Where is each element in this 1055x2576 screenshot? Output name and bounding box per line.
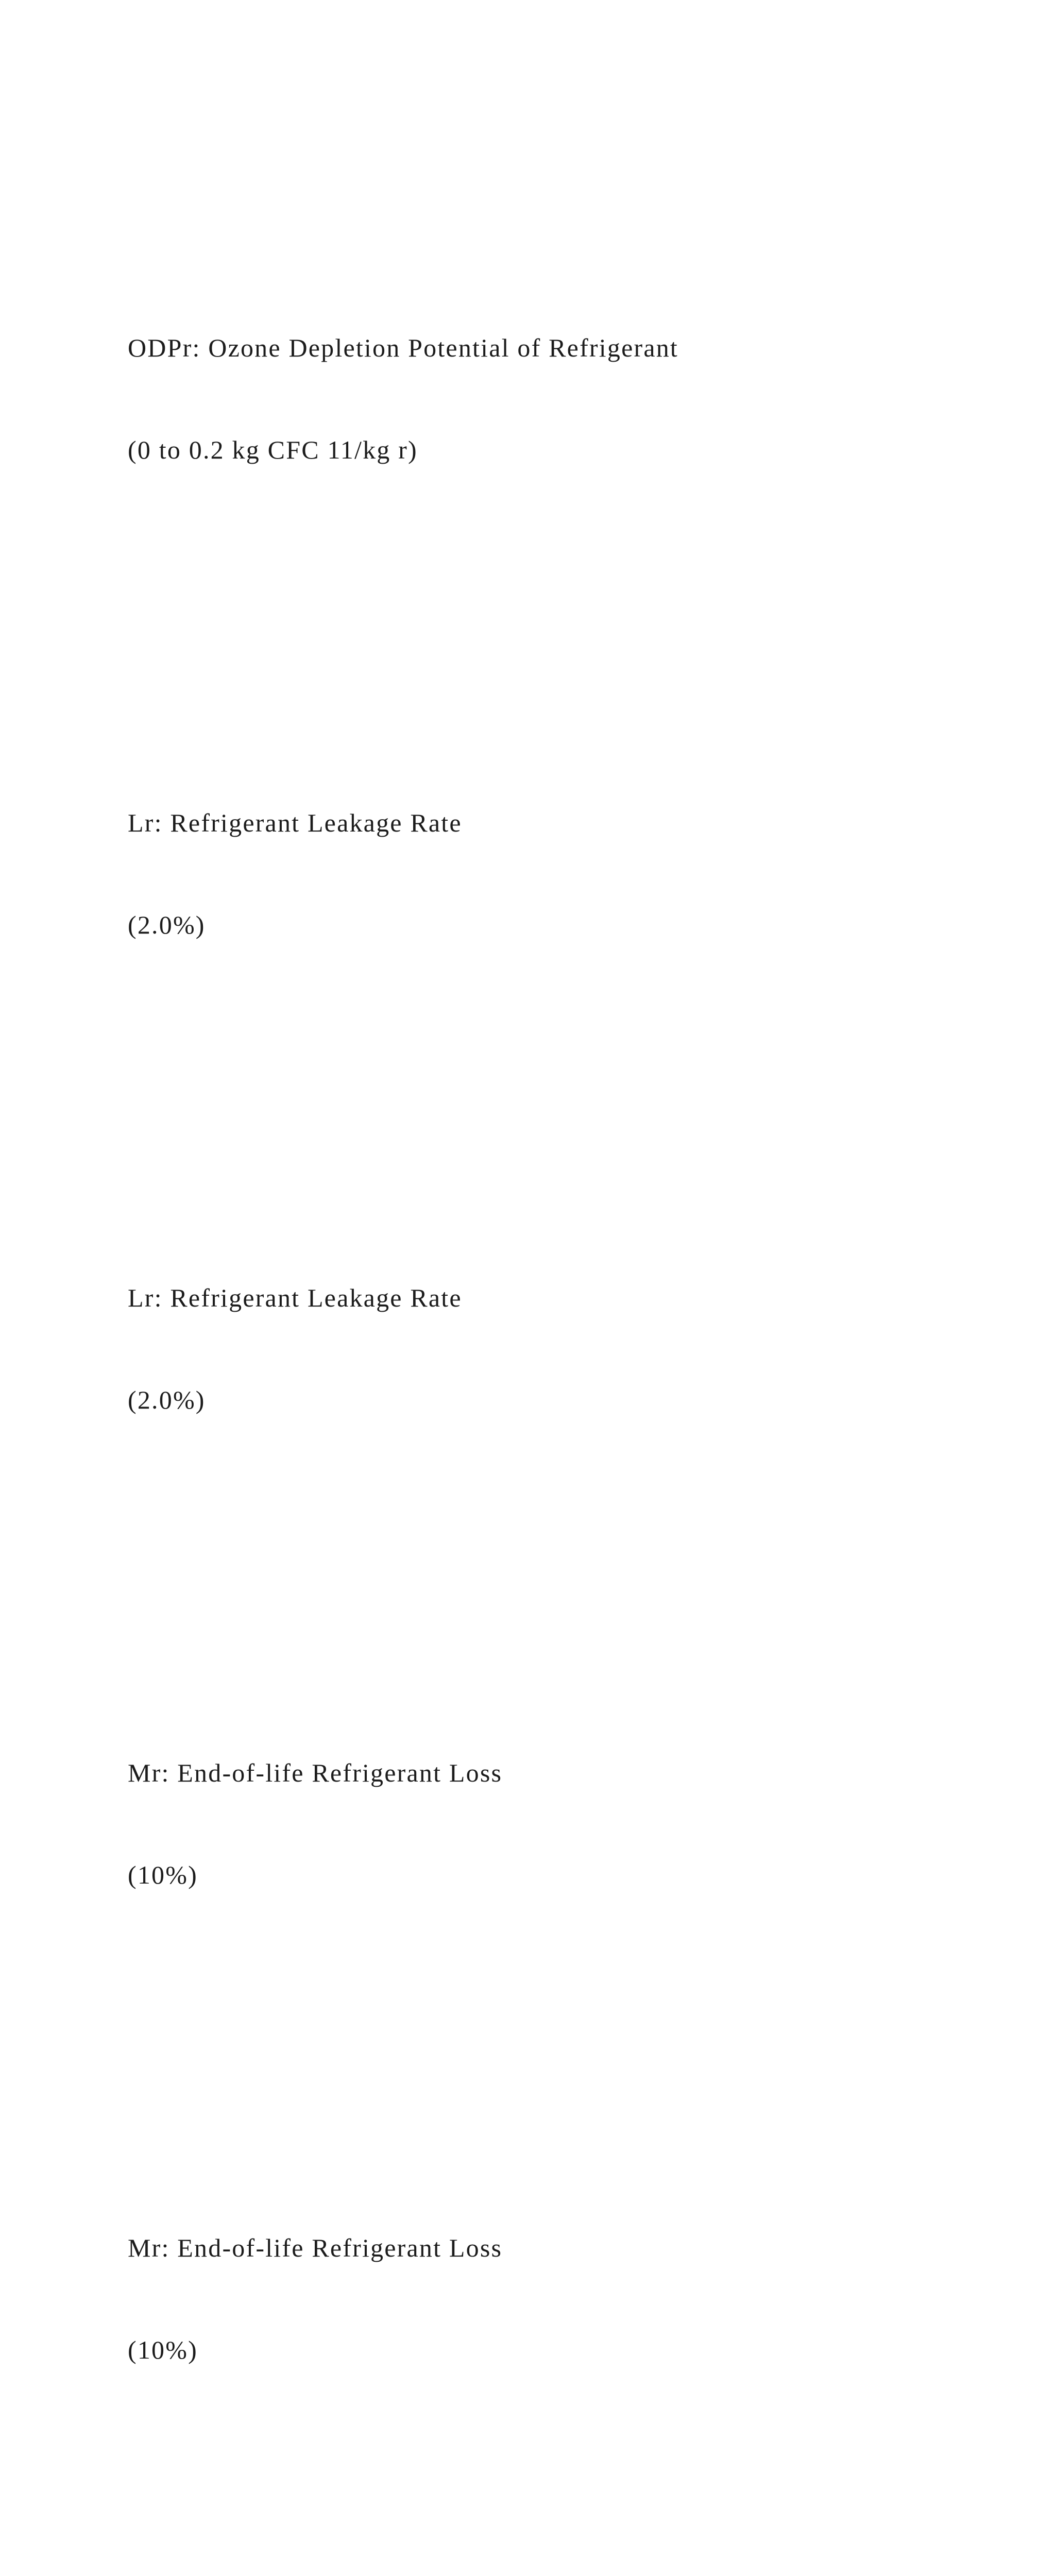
entry-lr [128, 738, 1003, 1010]
document-body [128, 161, 1003, 2576]
entry-odpr [128, 263, 1003, 535]
entry-term: ODPr: Ozone Depletion Potential of Refrigerant [128, 333, 678, 362]
entry-lr-duplicate [128, 1213, 1003, 1485]
entry-term: Lr: Refrigerant Leakage Rate [128, 808, 462, 837]
entry-detail: (0 to 0.2 kg CFC 11/kg r) [128, 435, 418, 464]
entry-detail: (10%) [128, 2335, 198, 2364]
entry-term: Mr: End-of-life Refrigerant Loss [128, 1758, 503, 1787]
entry-mr-duplicate [128, 2163, 1003, 2435]
entry-detail: (2.0%) [128, 910, 206, 939]
entry-term: Mr: End-of-life Refrigerant Loss [128, 2233, 503, 2262]
entry-mr [128, 1688, 1003, 1960]
entry-term: Lr: Refrigerant Leakage Rate [128, 1283, 462, 1312]
entry-detail: (2.0%) [128, 1385, 206, 1414]
entry-detail: (10%) [128, 1860, 198, 1889]
